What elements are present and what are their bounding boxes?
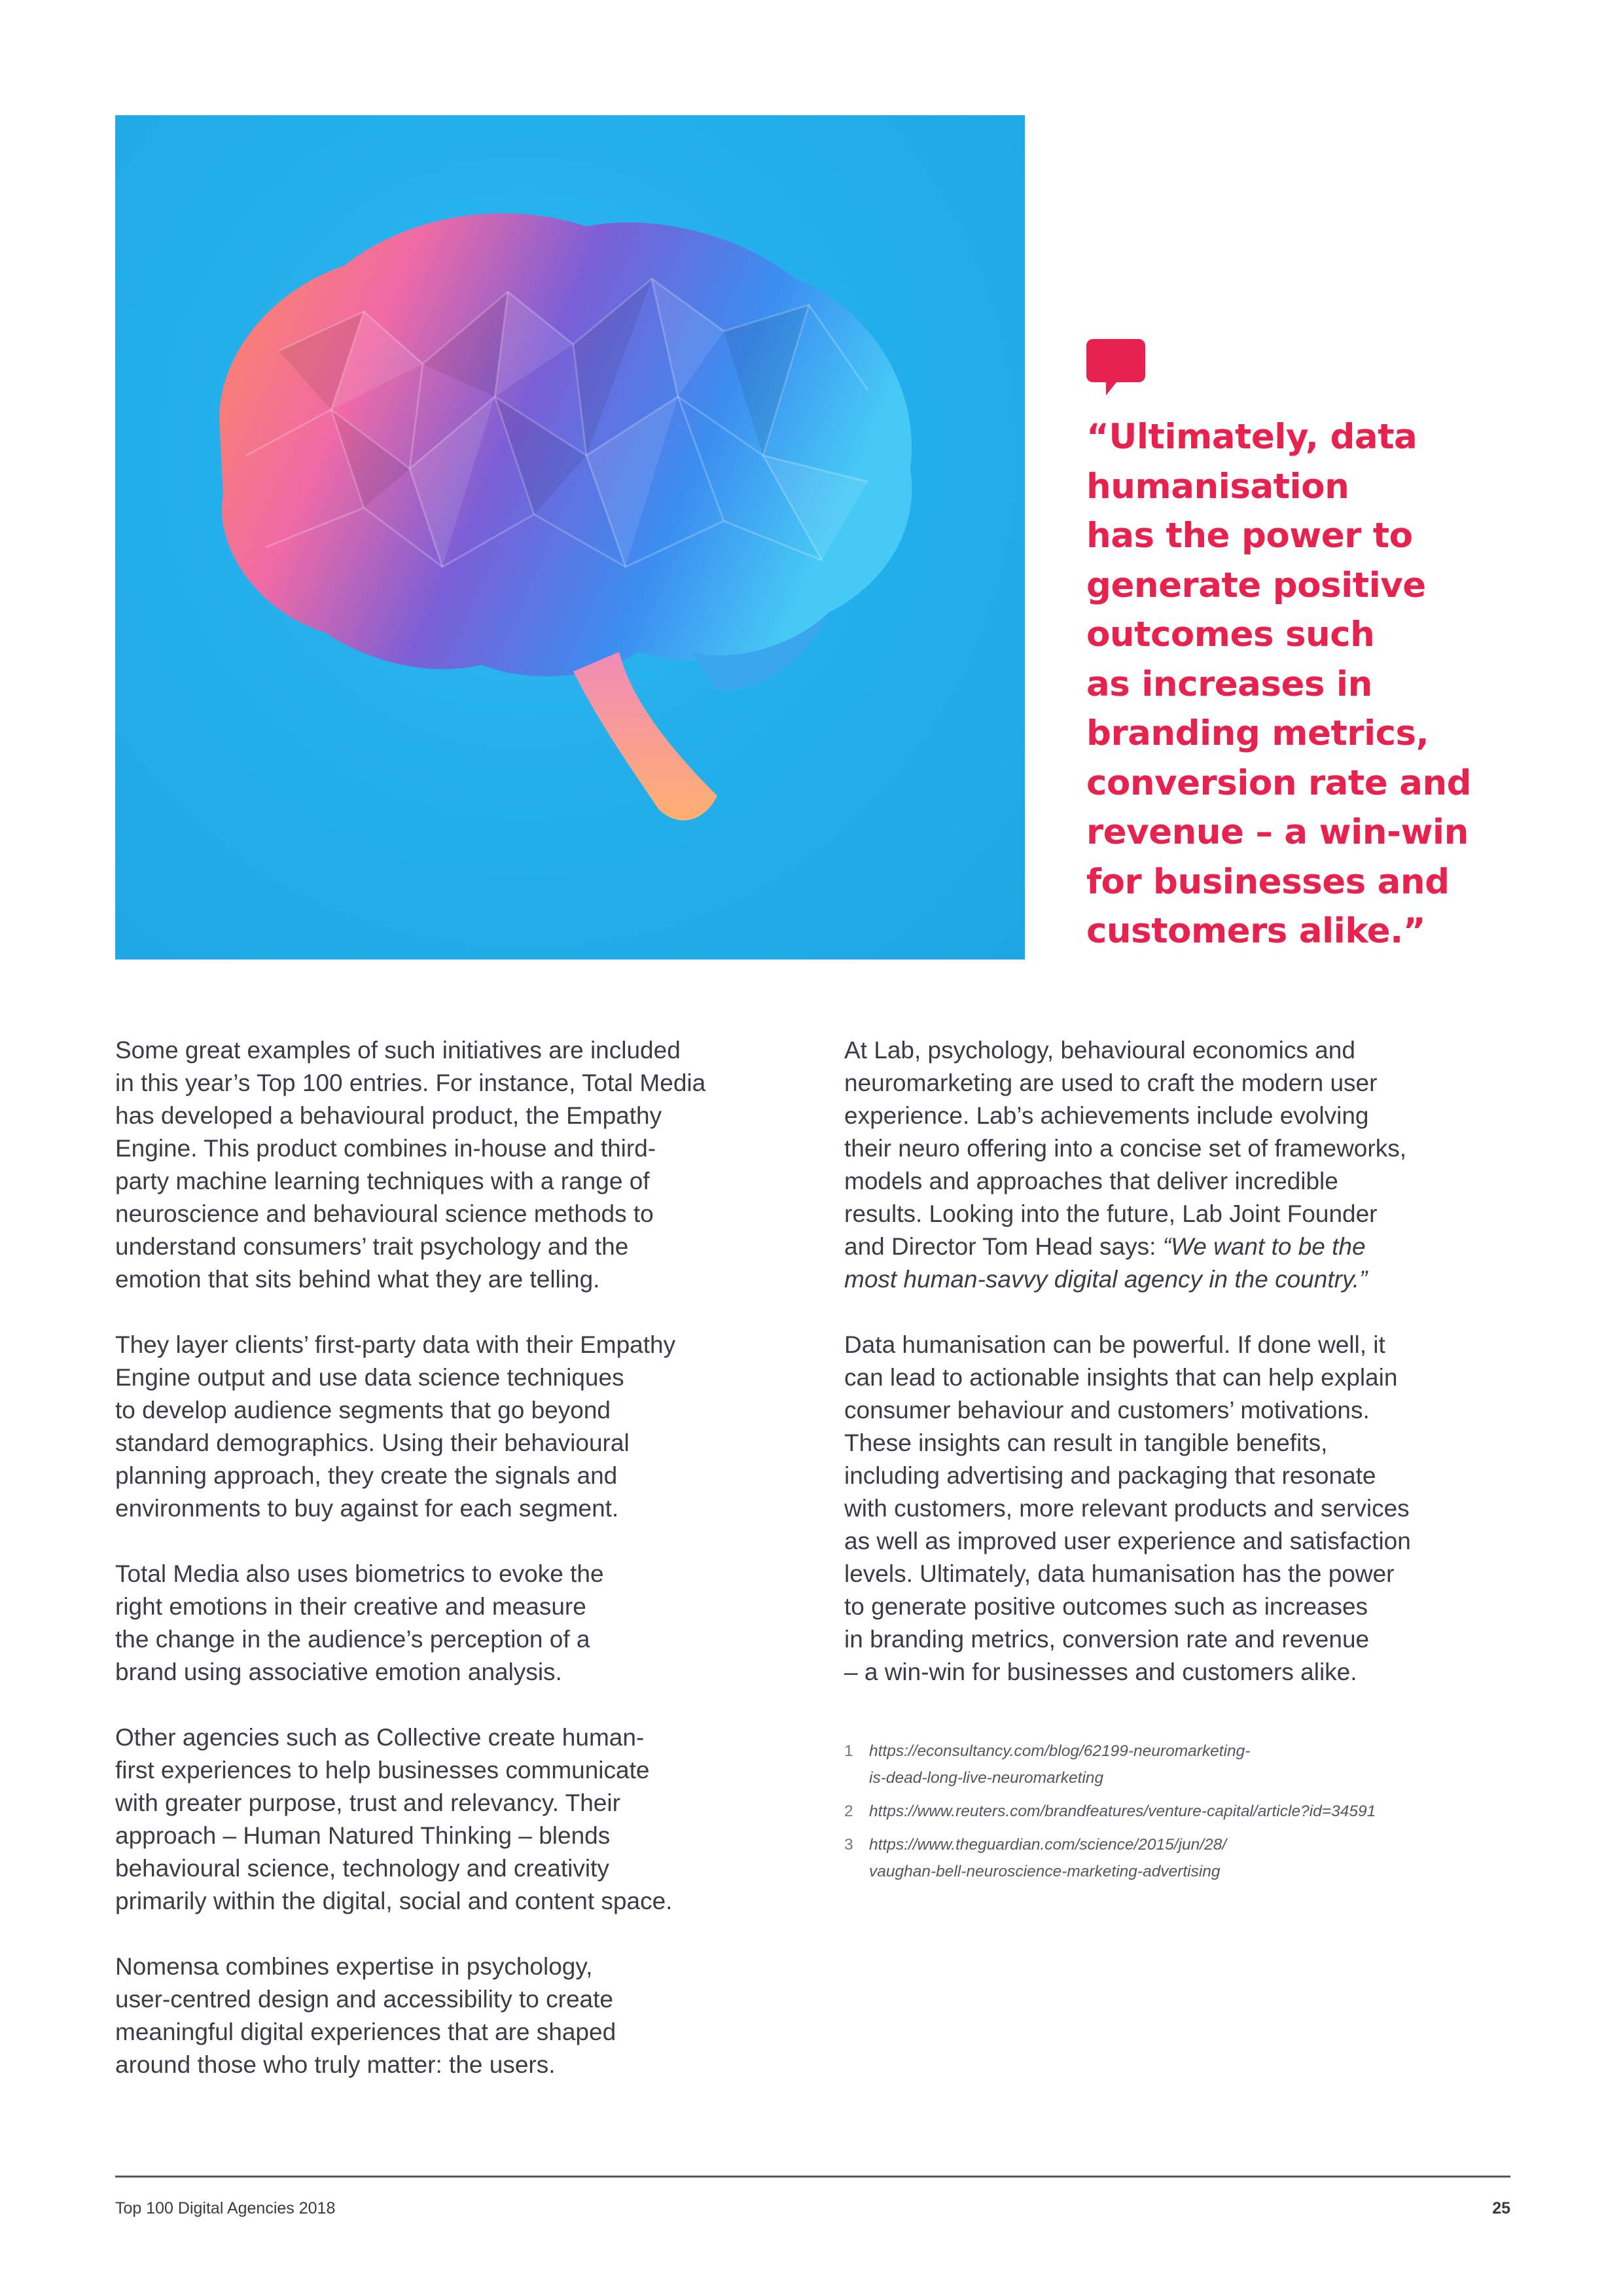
quote-line: branding metrics, xyxy=(1086,713,1429,753)
text-line: standard demographics. Using their behavioural xyxy=(115,1429,630,1456)
footnote-number: 3 xyxy=(844,1836,853,1854)
text-line: approach – Human Natured Thinking – blends xyxy=(115,1822,611,1849)
text-line: to develop audience segments that go beyond xyxy=(115,1397,611,1424)
text-line: meaningful digital experiences that are shaped xyxy=(115,2018,616,2045)
text-line xyxy=(844,1263,1505,1296)
text-line: as well as improved user experience and satisfaction xyxy=(844,1528,1411,1554)
text-line: emotion that sits behind what they are telling. xyxy=(115,1266,600,1293)
paragraph-lab xyxy=(844,1034,1505,1296)
text-line: with customers, more relevant products and services xyxy=(844,1495,1410,1522)
footnote-3 xyxy=(844,1831,1499,1885)
speech-bubble-icon xyxy=(1086,339,1145,395)
brain-illustration xyxy=(115,115,1025,960)
text-line: the change in the audience’s perception of a xyxy=(115,1626,590,1653)
footnote-link[interactable]: https://econsultancy.com/blog/62199-neuromarketing- xyxy=(869,1742,1251,1760)
footnote-link[interactable]: is-dead-long-live-neuromarketing xyxy=(869,1769,1104,1787)
footer-divider xyxy=(115,2176,1510,2178)
text-line: including advertising and packaging that resonate xyxy=(844,1462,1376,1489)
quote-line: conversion rate and xyxy=(1086,762,1472,803)
text-line: At Lab, psychology, behavioural economics and xyxy=(844,1037,1355,1064)
footnote-number: 2 xyxy=(844,1803,853,1820)
text-line: Some great examples of such initiatives are included xyxy=(115,1037,681,1064)
quote-line: for businesses and xyxy=(1086,861,1450,902)
paragraph-total-media xyxy=(115,1034,776,1296)
paragraph-data-humanisation xyxy=(844,1329,1505,1689)
quote-line: humanisation xyxy=(1086,466,1349,507)
footnote-1 xyxy=(844,1738,1499,1791)
footnote-link[interactable]: vaughan-bell-neuroscience-marketing-advertising xyxy=(869,1863,1221,1880)
text-line: Data humanisation can be powerful. If done well, it xyxy=(844,1331,1385,1358)
text-line: can lead to actionable insights that can help explain xyxy=(844,1364,1398,1391)
text-line: results. Looking into the future, Lab Joint Founder xyxy=(844,1200,1378,1227)
footnote-number: 1 xyxy=(844,1742,853,1760)
quote-line: generate positive xyxy=(1086,565,1426,605)
text-line: behavioural science, technology and creativity xyxy=(115,1855,609,1882)
quote-line: outcomes such xyxy=(1086,615,1375,655)
text-line: in this year’s Top 100 entries. For instance, Total Media xyxy=(115,1069,706,1096)
text-line: neuroscience and behavioural science methods to xyxy=(115,1200,654,1227)
quote-line: as increases in xyxy=(1086,664,1372,704)
text-line: right emotions in their creative and measure xyxy=(115,1593,586,1620)
quote-line: “Ultimately, data xyxy=(1086,417,1418,457)
page-number: 25 xyxy=(1492,2199,1510,2217)
left-column xyxy=(115,1034,776,2114)
text-line: experience. Lab’s achievements include evolving xyxy=(844,1102,1369,1129)
brain-icon xyxy=(115,115,1025,960)
text-line: neuromarketing are used to craft the modern user xyxy=(844,1069,1378,1096)
quote-line: customers alike.” xyxy=(1086,911,1426,951)
text-line: These insights can result in tangible benefits, xyxy=(844,1429,1328,1456)
pull-quote xyxy=(1086,412,1584,956)
text-line: has developed a behavioural product, the Empathy xyxy=(115,1102,662,1129)
text-line: with greater purpose, trust and relevancy. Their xyxy=(115,1789,620,1816)
text-line: user-centred design and accessibility to create xyxy=(115,1986,613,2013)
tom-head-quote: “We want to be the xyxy=(1162,1233,1366,1260)
text-line: planning approach, they create the signals and xyxy=(115,1462,618,1489)
text-line: Engine output and use data science techniques xyxy=(115,1364,624,1391)
text-line: around those who truly matter: the users. xyxy=(115,2051,556,2078)
text-line: consumer behaviour and customers’ motivations. xyxy=(844,1397,1370,1424)
text-line: Nomensa combines expertise in psychology, xyxy=(115,1953,593,1980)
text-line: understand consumers’ trait psychology and the xyxy=(115,1233,629,1260)
quote-line: has the power to xyxy=(1086,516,1413,556)
paragraph-nomensa xyxy=(115,1950,776,2081)
text-line: to generate positive outcomes such as increases xyxy=(844,1593,1368,1620)
text-line: primarily within the digital, social and content space. xyxy=(115,1888,673,1914)
text-line xyxy=(844,1230,1505,1263)
text-line: Other agencies such as Collective create human- xyxy=(115,1724,645,1751)
text-line: Total Media also uses biometrics to evoke the xyxy=(115,1560,604,1587)
text-line: – a win-win for businesses and customers alike. xyxy=(844,1659,1357,1685)
footnote-2 xyxy=(844,1798,1499,1825)
text-line: brand using associative emotion analysis. xyxy=(115,1659,562,1685)
text-segment: and Director Tom Head says: xyxy=(844,1233,1163,1260)
footnotes xyxy=(844,1738,1499,1892)
text-line: levels. Ultimately, data humanisation has the power xyxy=(844,1560,1395,1587)
text-line: in branding metrics, conversion rate and revenue xyxy=(844,1626,1370,1653)
text-line: party machine learning techniques with a range of xyxy=(115,1168,650,1194)
text-line: their neuro offering into a concise set of frameworks, xyxy=(844,1135,1406,1162)
footnote-link[interactable]: https://www.reuters.com/brandfeatures/venture-capital/article?id=34591 xyxy=(869,1803,1376,1820)
paragraph-collective xyxy=(115,1721,776,1918)
text-line: environments to buy against for each segment. xyxy=(115,1495,619,1522)
text-line: models and approaches that deliver incredible xyxy=(844,1168,1338,1194)
right-column xyxy=(844,1034,1505,1721)
paragraph-empathy-engine xyxy=(115,1329,776,1525)
paragraph-biometrics xyxy=(115,1558,776,1689)
text-line: They layer clients’ first-party data with their Empathy xyxy=(115,1331,676,1358)
footnote-link[interactable]: https://www.theguardian.com/science/2015/jun/28/ xyxy=(869,1836,1227,1854)
tom-head-quote: most human-savvy digital agency in the country.” xyxy=(844,1266,1368,1293)
quote-line: revenue – a win-win xyxy=(1086,812,1469,852)
text-line: Engine. This product combines in-house and third- xyxy=(115,1135,656,1162)
footer-title: Top 100 Digital Agencies 2018 xyxy=(115,2199,336,2217)
text-line: first experiences to help businesses communicate xyxy=(115,1757,650,1784)
